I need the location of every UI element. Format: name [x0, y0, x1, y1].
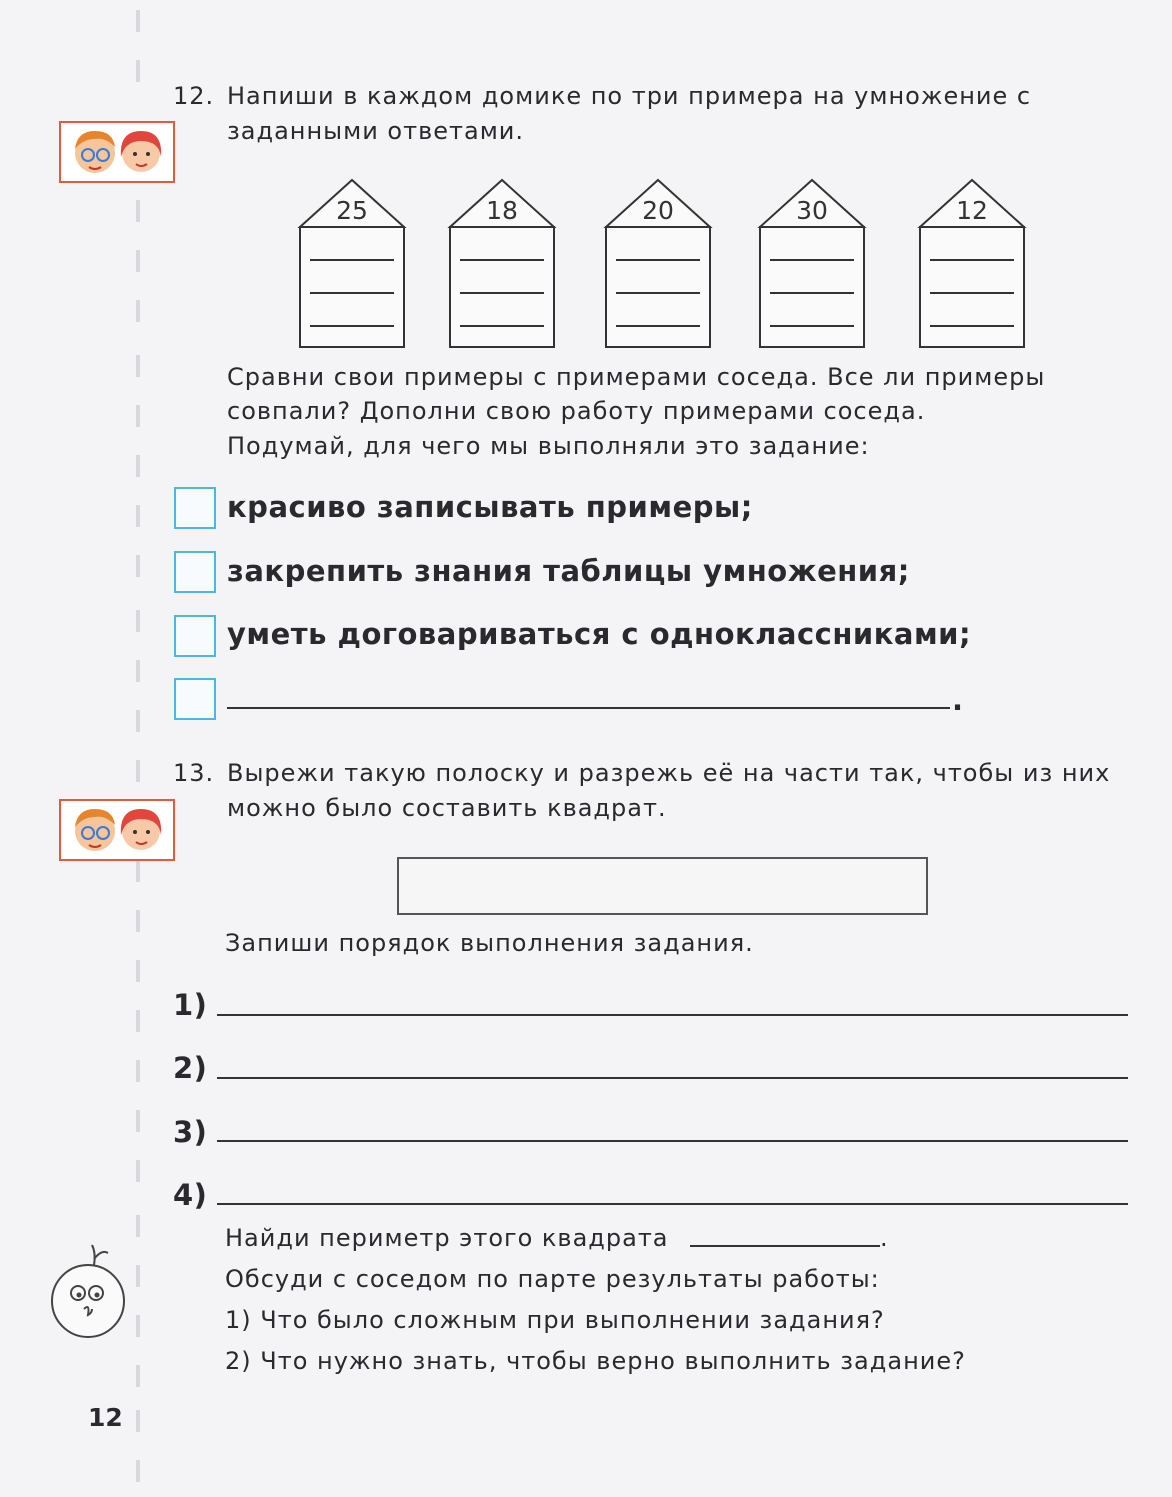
- paper-strip: [397, 857, 928, 915]
- house-2: [450, 180, 554, 347]
- step-3-label: 3): [173, 1115, 208, 1149]
- step-1-blank[interactable]: [217, 1014, 1128, 1016]
- task13-text-line1: Вырежи такую полоску и разрежь её на части так, чтобы из них: [227, 759, 1111, 787]
- step-3-blank[interactable]: [217, 1140, 1128, 1142]
- house-3: [606, 180, 710, 347]
- question-2: 2) Что нужно знать, чтобы верно выполнить задание?: [225, 1347, 966, 1375]
- house-4-answer: 30: [796, 196, 828, 225]
- task13-number: 13.: [173, 759, 215, 787]
- option-4-blank[interactable]: [227, 707, 950, 709]
- perimeter-period: .: [880, 1224, 889, 1252]
- option-1-checkbox[interactable]: [174, 487, 216, 529]
- house-5-answer: 12: [956, 196, 988, 225]
- option-3-checkbox[interactable]: [174, 615, 216, 657]
- task12-number: 12.: [173, 82, 215, 110]
- task12-text-line1: Напиши в каждом домике по три примера на умножение с: [227, 82, 1032, 110]
- house-2-answer: 18: [486, 196, 518, 225]
- task13-text-line2: можно было составить квадрат.: [227, 794, 667, 822]
- option-4-period: .: [952, 683, 964, 717]
- thinking-face-icon: [48, 1243, 130, 1343]
- option-2-checkbox[interactable]: [174, 551, 216, 593]
- question-1: 1) Что было сложным при выполнении задания?: [225, 1306, 885, 1334]
- step-4-blank[interactable]: [217, 1203, 1128, 1205]
- compare-line3: Подумай, для чего мы выполняли это задание:: [227, 432, 870, 460]
- perimeter-blank[interactable]: [690, 1245, 880, 1247]
- step-2-blank[interactable]: [217, 1077, 1128, 1079]
- option-1-label: красиво записывать примеры;: [227, 490, 753, 524]
- order-label: Запиши порядок выполнения задания.: [225, 929, 754, 957]
- discuss-text: Обсуди с соседом по парте результаты работы:: [225, 1265, 880, 1293]
- house-4: [760, 180, 864, 347]
- perimeter-text: Найди периметр этого квадрата: [225, 1224, 669, 1252]
- option-3-label: уметь договариваться с одноклассниками;: [227, 617, 972, 651]
- house-3-answer: 20: [642, 196, 674, 225]
- step-4-label: 4): [173, 1178, 208, 1212]
- pair-work-icon: [59, 121, 175, 183]
- page-number: 12: [88, 1403, 123, 1432]
- houses-group: [290, 175, 1040, 355]
- compare-line1: Сравни свои примеры с примерами соседа. Все ли примеры: [227, 363, 1046, 391]
- option-4-checkbox[interactable]: [174, 678, 216, 720]
- pair-work-icon-2: [59, 799, 175, 861]
- step-2-label: 2): [173, 1051, 208, 1085]
- task12-text-line2: заданными ответами.: [227, 117, 525, 145]
- compare-line2: совпали? Дополни свою работу примерами соседа.: [227, 397, 926, 425]
- option-2-label: закрепить знания таблицы умножения;: [227, 554, 910, 588]
- house-5: [920, 180, 1024, 347]
- house-1: [300, 180, 404, 347]
- step-1-label: 1): [173, 988, 208, 1022]
- house-1-answer: 25: [336, 196, 368, 225]
